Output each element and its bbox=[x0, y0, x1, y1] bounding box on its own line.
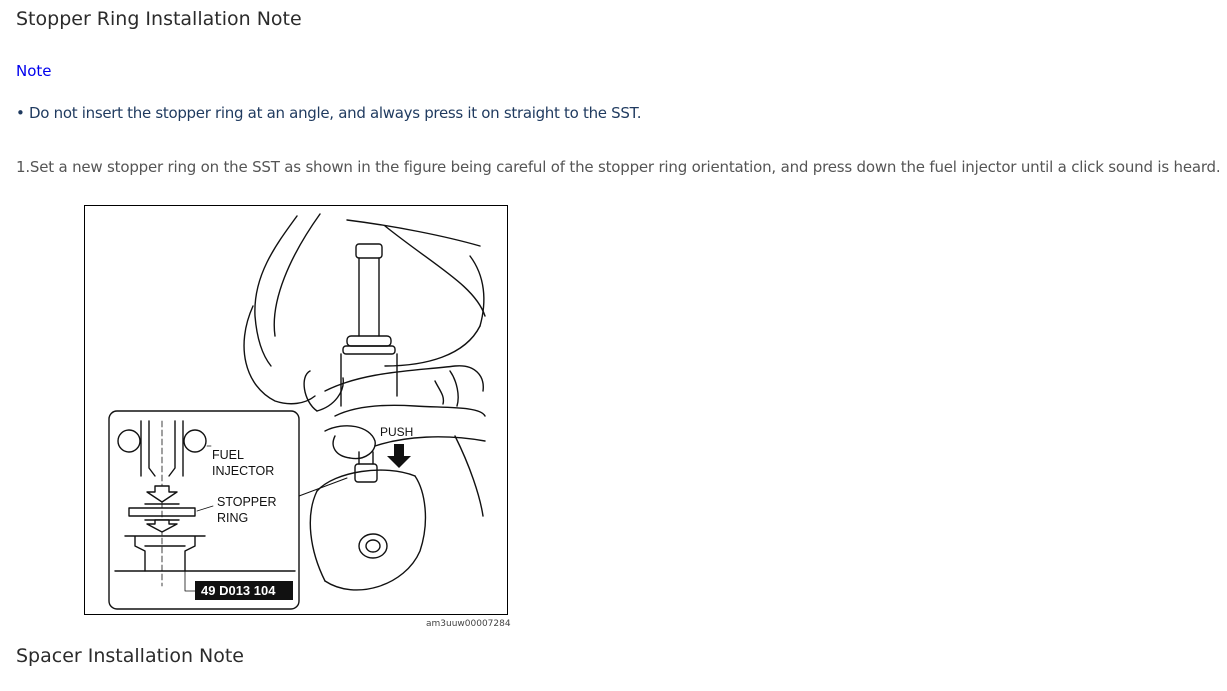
figure-id: am3uuw00007284 bbox=[426, 619, 511, 629]
injector-shaft bbox=[359, 258, 379, 336]
label-ring: RING bbox=[217, 511, 249, 525]
next-section-title: Spacer Installation Note bbox=[16, 645, 244, 667]
sst-tool-left bbox=[310, 491, 325, 581]
finger-outline-1 bbox=[274, 214, 320, 336]
injector-oring-upper bbox=[347, 336, 391, 346]
step-1-text: 1.Set a new stopper ring on the SST as shown in the figure being careful of the stopper ring orientation, and press down the fuel injector until a click sound is heard. bbox=[16, 158, 1221, 176]
injector-top-cap bbox=[356, 244, 382, 258]
section-title: Stopper Ring Installation Note bbox=[16, 8, 302, 30]
sst-hole bbox=[359, 534, 387, 558]
lower-finger bbox=[335, 405, 485, 416]
label-injector: INJECTOR bbox=[212, 464, 275, 478]
sst-tool-front bbox=[325, 476, 425, 590]
label-fuel: FUEL bbox=[212, 448, 244, 462]
thumb-outline bbox=[325, 366, 483, 391]
push-label: PUSH bbox=[380, 425, 414, 439]
sst-tool-top bbox=[317, 470, 415, 491]
note-label: Note bbox=[16, 62, 52, 80]
push-arrow-icon bbox=[387, 444, 411, 468]
installation-illustration bbox=[85, 206, 507, 614]
tool-number: 49 D013 104 bbox=[201, 583, 276, 598]
note-bullet: • Do not insert the stopper ring at an angle, and always press it on straight to the SST. bbox=[16, 104, 642, 122]
injector-tip bbox=[355, 464, 377, 482]
installation-figure bbox=[84, 205, 508, 615]
upper-hand-outline bbox=[255, 216, 297, 366]
injector-body bbox=[341, 354, 397, 406]
inset-box bbox=[109, 411, 299, 609]
label-stopper: STOPPER bbox=[217, 495, 277, 509]
injector-oring-lower bbox=[343, 346, 395, 354]
